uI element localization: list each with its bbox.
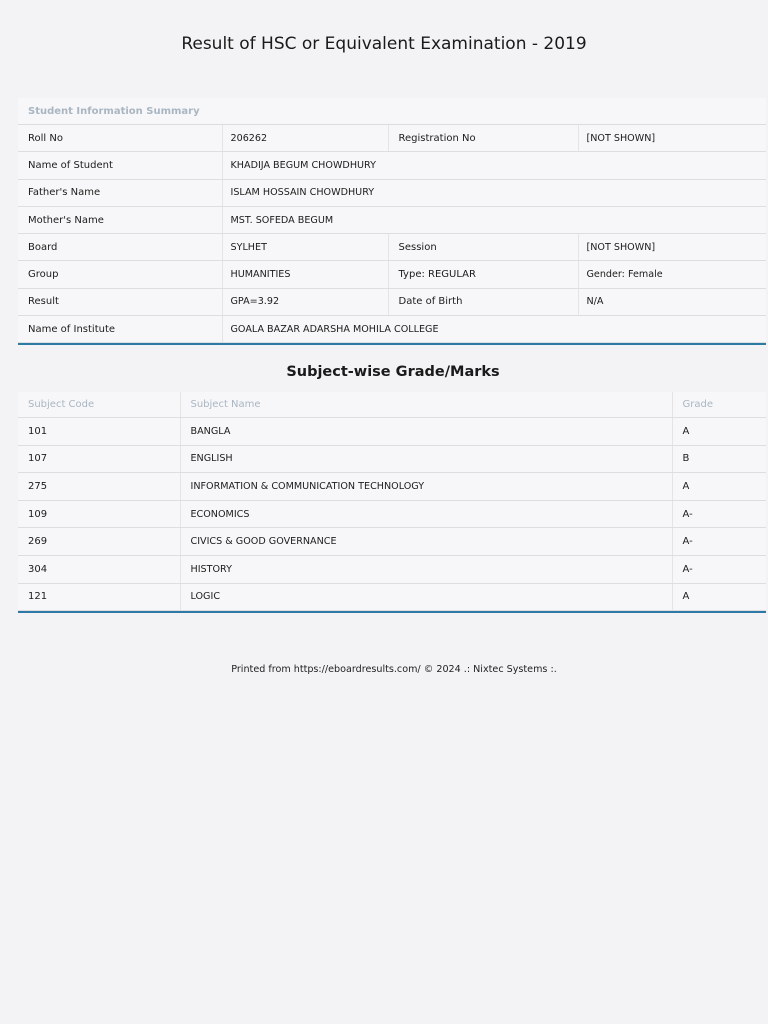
grades-table bbox=[18, 392, 766, 611]
subject-grade: A bbox=[672, 418, 766, 446]
info-row-student-name bbox=[18, 152, 766, 179]
subject-code: 101 bbox=[18, 418, 180, 446]
grade-header: Grade bbox=[672, 392, 766, 418]
subject-name: INFORMATION & COMMUNICATION TECHNOLOGY bbox=[180, 473, 672, 501]
subject-code: 275 bbox=[18, 473, 180, 501]
student-info-panel bbox=[18, 98, 766, 345]
subject-name: BANGLA bbox=[180, 418, 672, 446]
subject-grade: A bbox=[672, 583, 766, 611]
roll-label: Roll No bbox=[18, 125, 222, 152]
page-title: Result of HSC or Equivalent Examination - 2019 bbox=[181, 34, 587, 54]
group-label: Group bbox=[18, 261, 222, 288]
subject-name-header: Subject Name bbox=[180, 392, 672, 418]
subject-name: HISTORY bbox=[180, 555, 672, 583]
session-label: Session bbox=[388, 234, 578, 261]
roll-value: 206262 bbox=[222, 125, 388, 152]
info-row-board bbox=[18, 234, 766, 261]
subject-grade: B bbox=[672, 445, 766, 473]
grades-header-row bbox=[18, 392, 766, 418]
result-value: GPA=3.92 bbox=[222, 288, 388, 315]
table-row bbox=[18, 555, 766, 583]
table-row bbox=[18, 528, 766, 556]
board-value: SYLHET bbox=[222, 234, 388, 261]
student-info-table bbox=[18, 125, 766, 343]
registration-value: [NOT SHOWN] bbox=[578, 125, 766, 152]
board-label: Board bbox=[18, 234, 222, 261]
subject-code: 121 bbox=[18, 583, 180, 611]
subject-grade: A- bbox=[672, 528, 766, 556]
institute-value: GOALA BAZAR ADARSHA MOHILA COLLEGE bbox=[222, 316, 766, 343]
father-name-value: ISLAM HOSSAIN CHOWDHURY bbox=[222, 179, 766, 206]
info-row-roll bbox=[18, 125, 766, 152]
group-value: HUMANITIES bbox=[222, 261, 388, 288]
table-row bbox=[18, 445, 766, 473]
subject-code: 304 bbox=[18, 555, 180, 583]
subject-name: CIVICS & GOOD GOVERNANCE bbox=[180, 528, 672, 556]
subject-code: 109 bbox=[18, 500, 180, 528]
info-row-group bbox=[18, 261, 766, 288]
registration-label: Registration No bbox=[388, 125, 578, 152]
gender-value: Gender: Female bbox=[578, 261, 766, 288]
grades-panel bbox=[18, 392, 766, 613]
dob-value: N/A bbox=[578, 288, 766, 315]
type-value: Type: REGULAR bbox=[388, 261, 578, 288]
print-footer: Printed from https://eboardresults.com/ © 2024 .: Nixtec Systems :. bbox=[231, 664, 557, 675]
subject-code: 269 bbox=[18, 528, 180, 556]
father-name-label: Father's Name bbox=[18, 179, 222, 206]
mother-name-label: Mother's Name bbox=[18, 206, 222, 233]
table-row bbox=[18, 473, 766, 501]
table-row bbox=[18, 500, 766, 528]
subject-code-header: Subject Code bbox=[18, 392, 180, 418]
student-name-label: Name of Student bbox=[18, 152, 222, 179]
table-row bbox=[18, 418, 766, 446]
subject-grade: A bbox=[672, 473, 766, 501]
info-row-father-name bbox=[18, 179, 766, 206]
info-row-result bbox=[18, 288, 766, 315]
table-row bbox=[18, 583, 766, 611]
result-label: Result bbox=[18, 288, 222, 315]
subject-code: 107 bbox=[18, 445, 180, 473]
subject-grade: A- bbox=[672, 555, 766, 583]
subject-name: ECONOMICS bbox=[180, 500, 672, 528]
subject-name: ENGLISH bbox=[180, 445, 672, 473]
info-row-mother-name bbox=[18, 206, 766, 233]
mother-name-value: MST. SOFEDA BEGUM bbox=[222, 206, 766, 233]
session-value: [NOT SHOWN] bbox=[578, 234, 766, 261]
info-row-institute bbox=[18, 316, 766, 343]
grades-heading: Subject-wise Grade/Marks bbox=[286, 364, 500, 380]
student-info-caption: Student Information Summary bbox=[18, 98, 766, 125]
subject-name: LOGIC bbox=[180, 583, 672, 611]
dob-label: Date of Birth bbox=[388, 288, 578, 315]
student-name-value: KHADIJA BEGUM CHOWDHURY bbox=[222, 152, 766, 179]
institute-label: Name of Institute bbox=[18, 316, 222, 343]
subject-grade: A- bbox=[672, 500, 766, 528]
